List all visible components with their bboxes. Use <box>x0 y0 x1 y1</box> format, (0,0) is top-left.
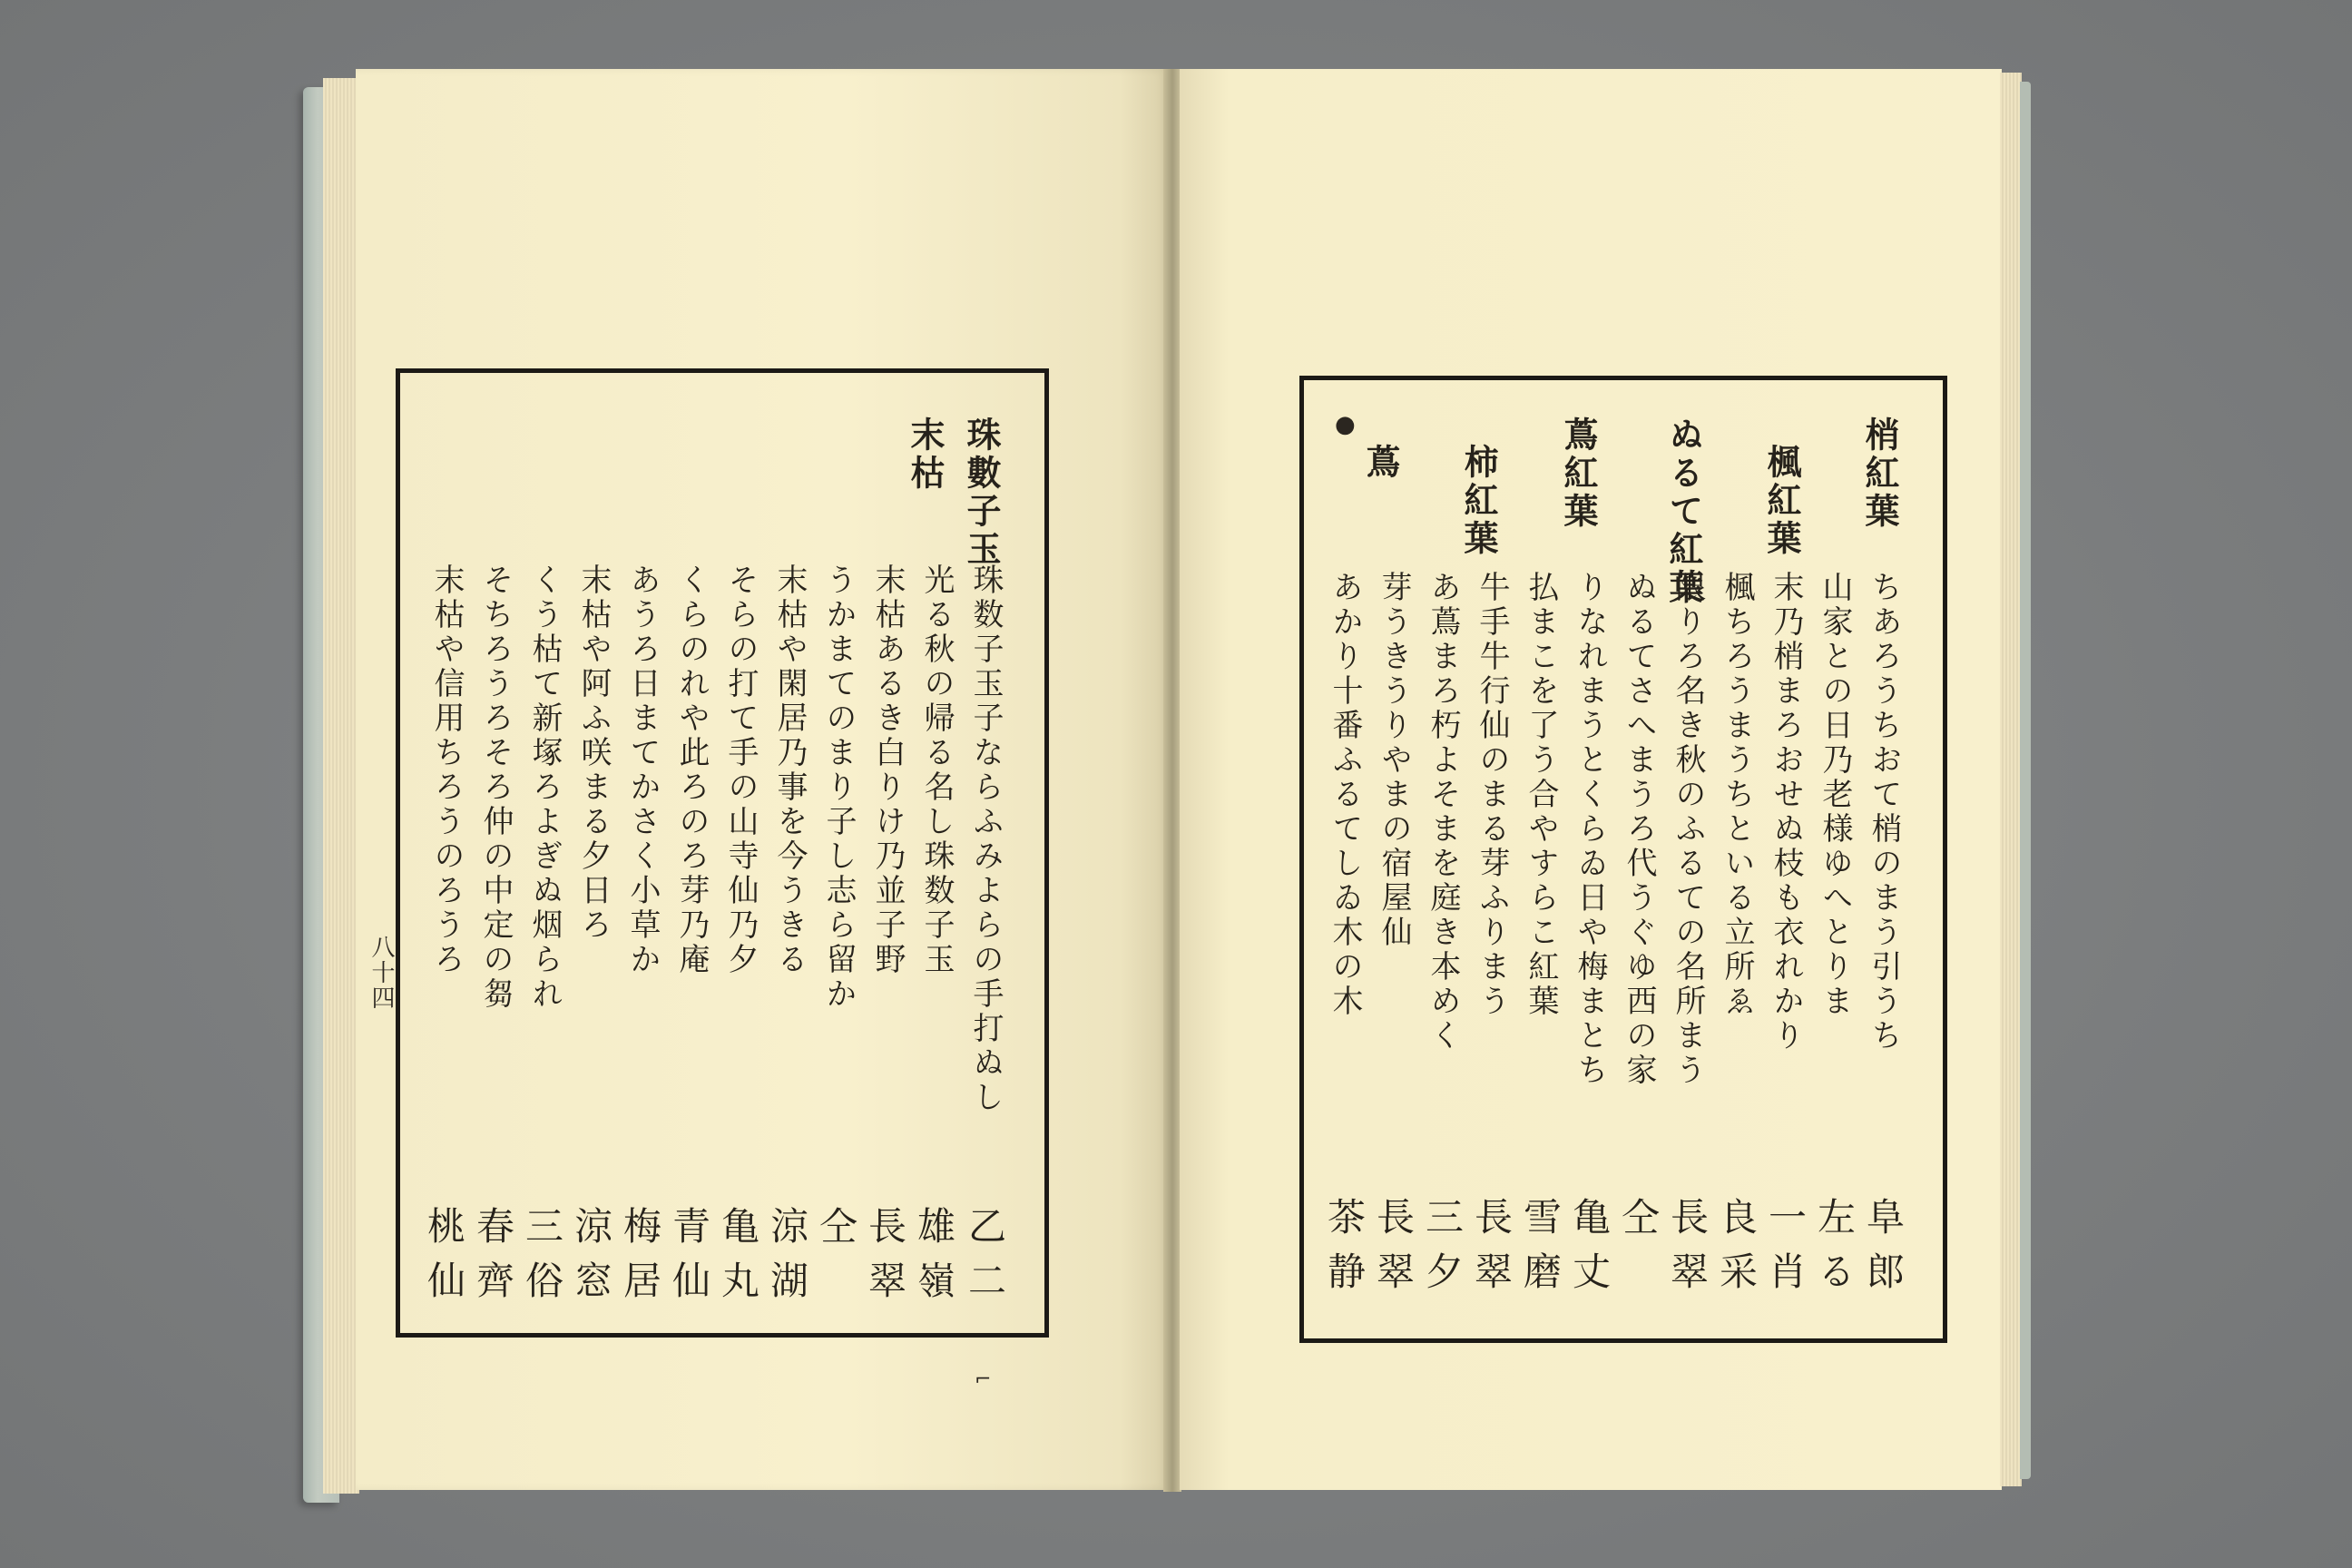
season-word-heading: 蔦 <box>1360 444 1401 482</box>
verse-column: りなれまうとくらゐ日や梅まとち <box>1572 571 1608 1088</box>
verse-column: 払まこを了う合やすらこ紅葉 <box>1523 571 1559 1019</box>
left-print-frame <box>396 368 1049 1338</box>
verse-column: 楓ちろうまうちといる立所ゑ <box>1719 571 1755 1019</box>
poet-name: 亀丸 <box>716 1206 760 1315</box>
verse-column: 末枯や阿ふ咲まる夕日ろ <box>575 564 612 943</box>
page-stack-left <box>323 78 359 1494</box>
poet-name: 春齊 <box>471 1206 515 1315</box>
verse-column: あうろ日まてかさく小草か <box>624 564 661 977</box>
season-word-heading: 珠數子玉 <box>961 416 1002 569</box>
poet-name: 仝 <box>814 1206 858 1260</box>
poet-name: 雄嶺 <box>912 1206 956 1315</box>
book-gutter <box>1163 69 1181 1492</box>
page-stack-right <box>2000 73 2022 1486</box>
ink-dot: ● <box>1335 411 1356 438</box>
book-cover-edge-right <box>2020 82 2031 1479</box>
poet-name: 乙二 <box>963 1206 1007 1315</box>
verse-column: 牛手牛行仙のまる芽ふりまう <box>1474 571 1510 1019</box>
poet-name: 梅居 <box>618 1206 662 1315</box>
verse-column: 光る秋の帰る名し珠数子玉 <box>918 564 955 977</box>
verse-column: くう枯て新塚ろよぎぬ烟られ <box>526 564 563 1012</box>
poet-name: 涼窓 <box>569 1206 613 1315</box>
poet-name: 長翠 <box>863 1206 907 1315</box>
poet-name: 長翠 <box>1469 1197 1514 1306</box>
verse-column: 末枯あるき白りけ乃並子野 <box>869 564 906 977</box>
verse-column: ちあろうちおて梢のまう引うち <box>1866 571 1902 1054</box>
poet-name: 三俗 <box>520 1206 564 1315</box>
poet-name: 長翠 <box>1371 1197 1416 1306</box>
verse-column: 山家との日乃老様ゆへとりま <box>1817 571 1853 1019</box>
poet-name: 左る <box>1812 1197 1857 1306</box>
poet-name: 長翠 <box>1665 1197 1710 1306</box>
season-word-heading: 柿紅葉 <box>1458 444 1499 558</box>
poet-name: 茶静 <box>1322 1197 1367 1306</box>
poet-name: 亀丈 <box>1567 1197 1612 1306</box>
verse-column: くらのれや此ろのろ芽乃庵 <box>673 564 710 977</box>
season-word-heading: 梢紅葉 <box>1859 416 1900 531</box>
poet-name: 雪磨 <box>1518 1197 1563 1306</box>
poet-name: 一肖 <box>1763 1197 1808 1306</box>
poet-name: 涼湖 <box>765 1206 809 1315</box>
verse-column: 末枯や閑居乃事を今うきる <box>771 564 808 977</box>
verse-column: 珠数子玉子ならふみよらの手打ぬし <box>967 564 1004 1115</box>
season-word-heading: 蔦紅葉 <box>1558 416 1599 531</box>
verse-column: 末乃梢まろおせぬ枝も衣れかり <box>1768 571 1804 1054</box>
season-word-heading: 楓紅葉 <box>1761 444 1802 558</box>
verse-column: うかまてのまり子し志ら留か <box>820 564 857 1012</box>
verse-column: 芽うきうりやまの宿屋仙 <box>1376 571 1412 950</box>
verse-column: そちろうろそろ仲の中定の芻 <box>477 564 514 1012</box>
poet-name: 桃仙 <box>422 1206 466 1315</box>
poet-name: 三夕 <box>1420 1197 1465 1306</box>
page-mark: ⌐ <box>975 1368 992 1391</box>
verse-column: あかり十番ふるてしゐ木の木 <box>1327 571 1363 1019</box>
verse-column: あ蔦まろ朽よそまを庭き本めく <box>1425 571 1461 1054</box>
verse-column: そらの打て手の山寺仙乃夕 <box>722 564 759 977</box>
verse-column: 限りろ名き秋のふるての名所まう <box>1670 571 1706 1088</box>
verse-column: 末枯や信用ちろうのろうろ <box>428 564 465 977</box>
verse-column: ぬるてさへまうろ代うぐゆ西の家 <box>1621 571 1657 1088</box>
page-number: 八十四 <box>368 935 395 1011</box>
poet-name: 仝 <box>1616 1197 1661 1251</box>
poet-name: 良采 <box>1714 1197 1759 1306</box>
season-word-heading: 末枯 <box>905 416 946 493</box>
poet-name: 阜郎 <box>1861 1197 1906 1306</box>
season-word-heading: ぬるて紅葉 <box>1663 416 1704 607</box>
poet-name: 青仙 <box>667 1206 711 1315</box>
right-print-frame <box>1299 376 1947 1343</box>
